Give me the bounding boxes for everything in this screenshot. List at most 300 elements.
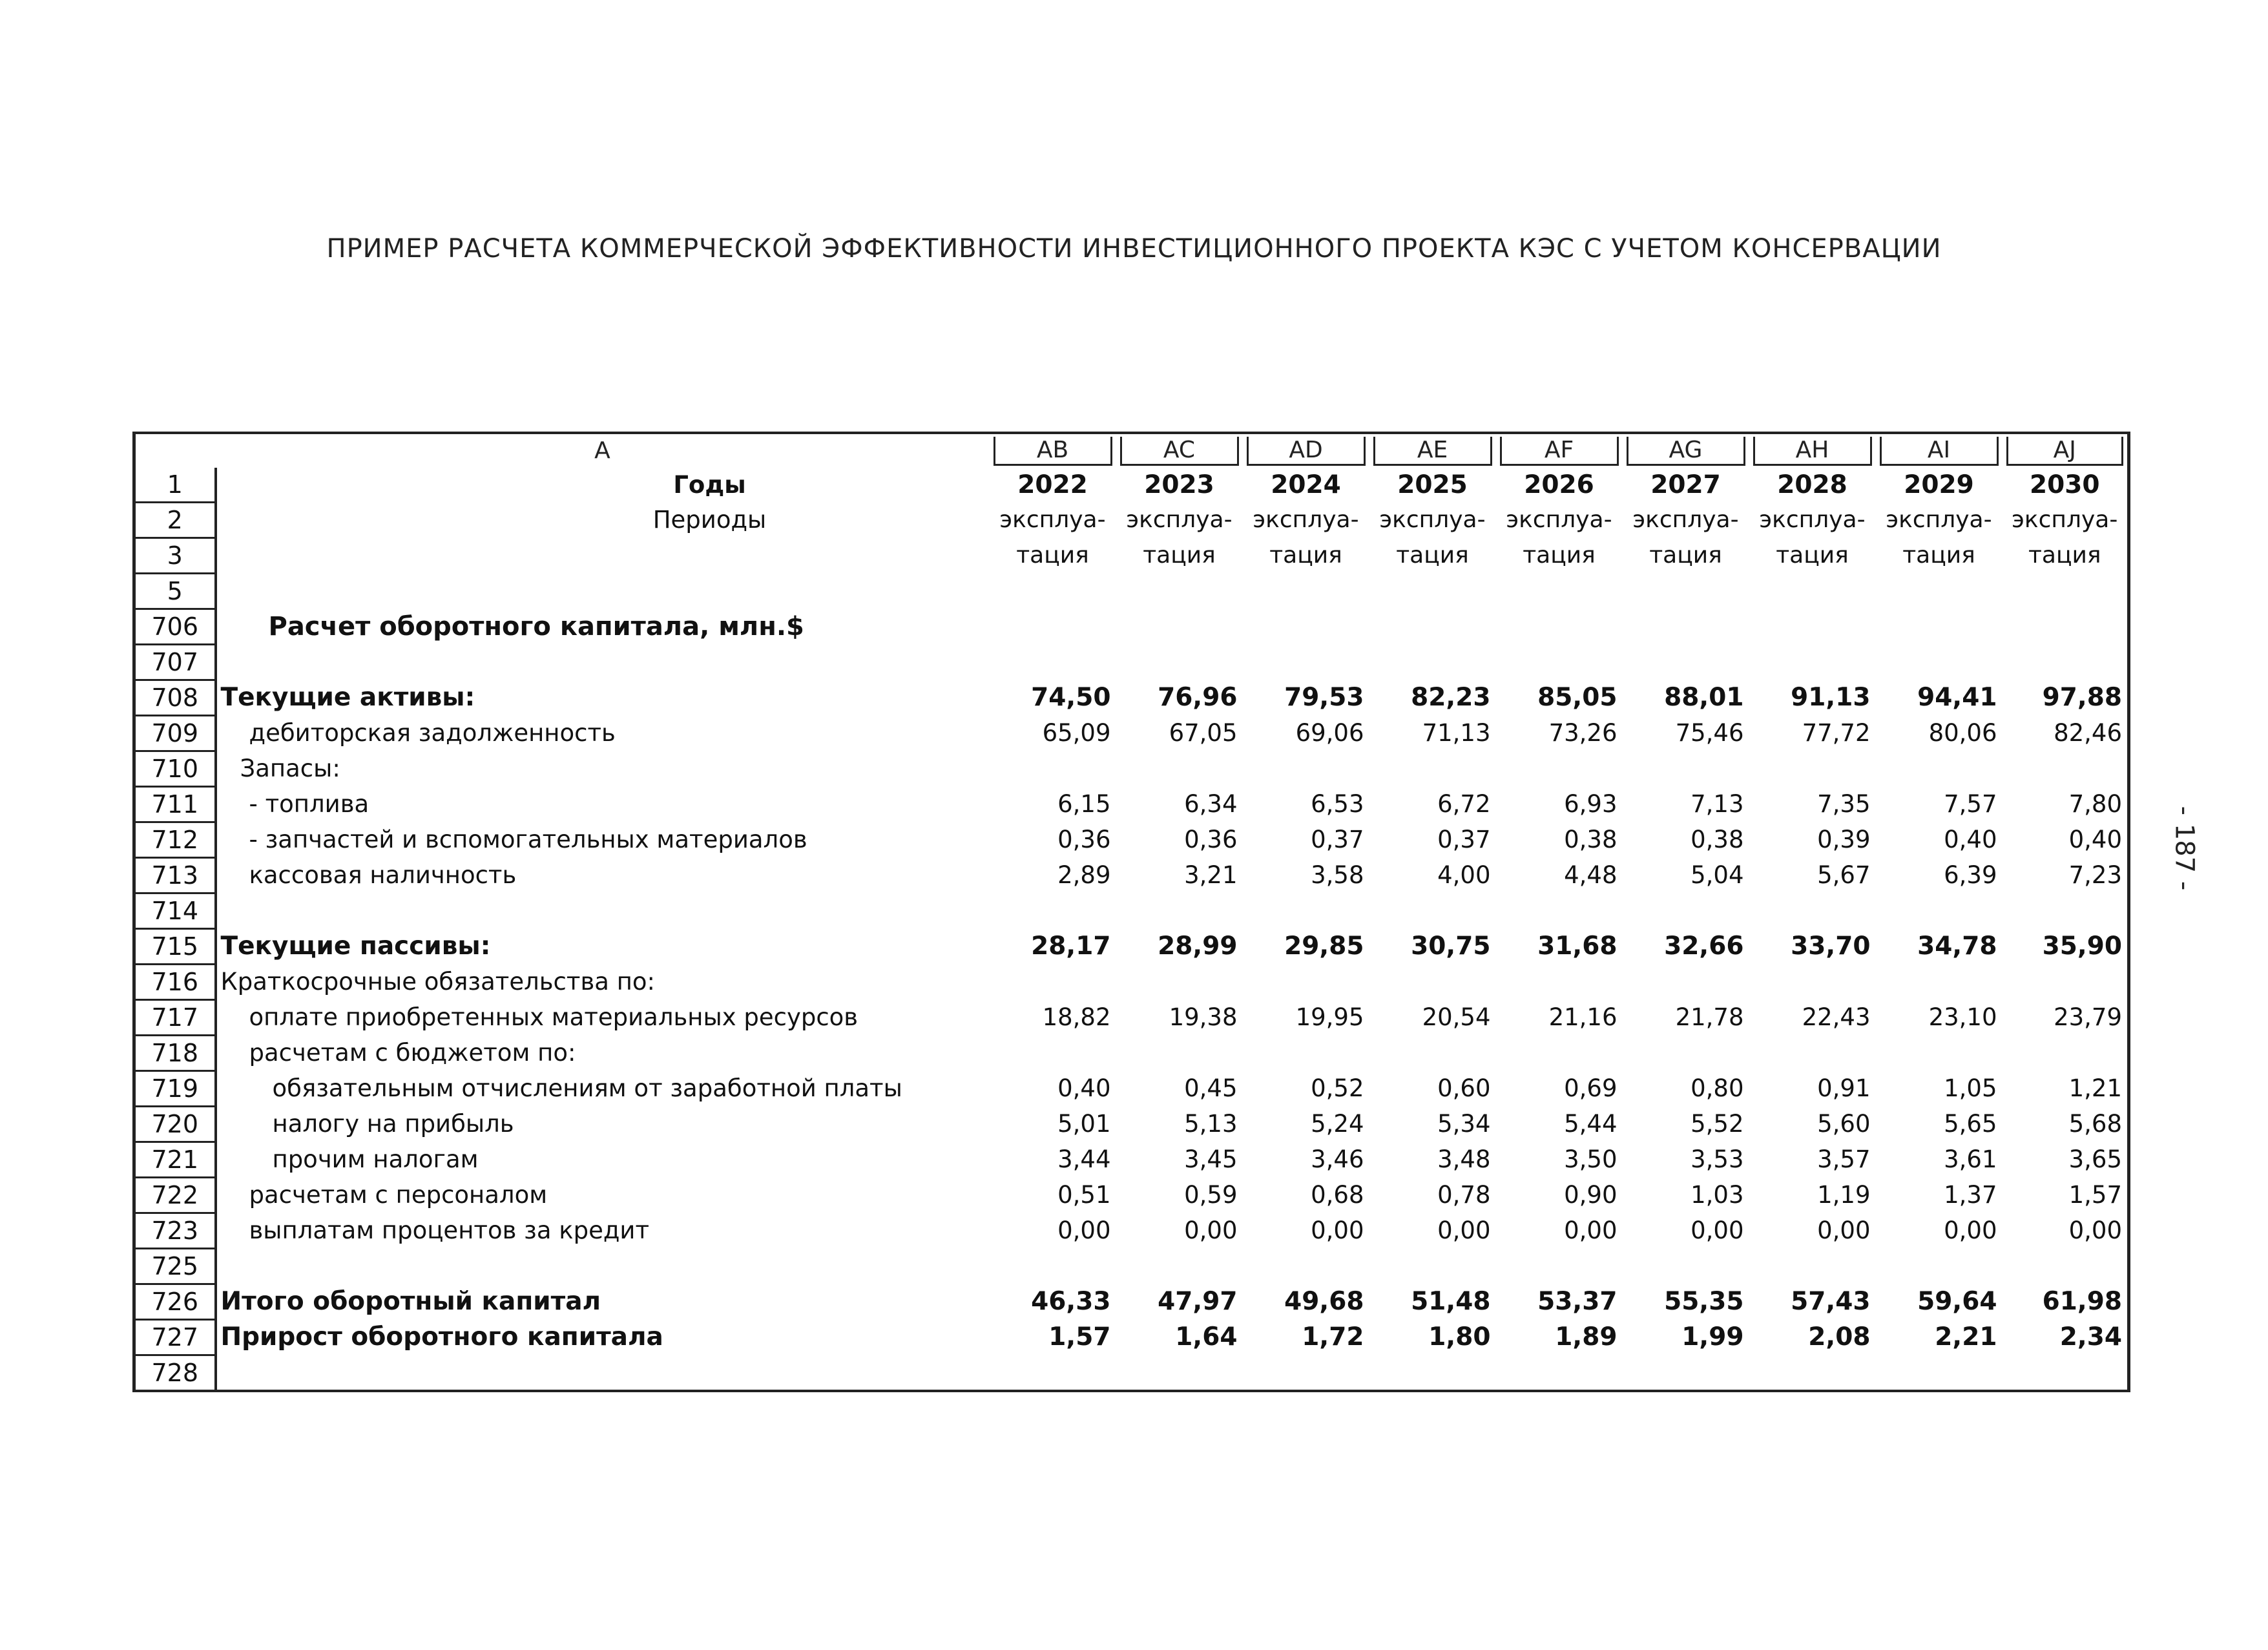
value-cell: 0,00 [1057,1217,1111,1244]
data-cell [1496,893,1623,929]
value-cell: 0,40 [1057,1074,1111,1102]
table-row [134,822,2129,858]
value-cell: 34,78 [1917,932,1997,961]
year-cell: 2023 [1144,470,1214,499]
value-cell: 1,21 [2068,1074,2122,1102]
period-cell: тация [1016,542,1089,569]
value-cell: 1,57 [1048,1322,1111,1352]
value-cell: 0,00 [1184,1217,1238,1244]
value-cell: 3,21 [1184,861,1238,889]
value-cell: 6,34 [1184,790,1238,818]
period-cell: тация [1649,542,1722,569]
value-cell: 69,06 [1295,719,1364,747]
value-cell: 5,68 [2068,1110,2122,1138]
table-body [134,433,2129,1391]
column-letter-cell [1623,433,1749,468]
row-label: прочим налогам [272,1145,479,1173]
value-cell: 20,54 [1422,1003,1491,1031]
value-cell: 1,89 [1555,1322,1618,1352]
value-cell: 0,91 [1817,1074,1871,1102]
spreadsheet-table [132,432,2130,1392]
value-cell: 1,05 [1944,1074,1997,1102]
year-cell: 2027 [1650,470,1721,499]
value-cell: 0,59 [1184,1181,1238,1209]
year-cell: 2028 [1777,470,1847,499]
data-cell [1243,1036,1369,1071]
row-number: 721 [134,1142,216,1178]
table-row [134,468,2129,503]
row-label: - топлива [249,790,369,818]
table-row [134,1355,2129,1392]
value-cell: 7,57 [1944,790,1997,818]
table-row [134,1071,2129,1107]
value-cell: 51,48 [1411,1287,1491,1316]
data-cell [1116,751,1243,787]
row-number: 716 [134,965,216,1000]
table-row [134,929,2129,965]
row-label: расчетам с бюджетом по: [249,1039,576,1067]
value-cell: 91,13 [1791,683,1871,712]
table-row [134,609,2129,645]
value-cell: 73,26 [1548,719,1618,747]
data-cell [990,609,1116,645]
value-cell: 97,88 [2042,683,2122,712]
row-number: 711 [134,787,216,822]
row-number: 1 [134,468,216,503]
data-cell [1369,1355,1496,1392]
data-cell [1116,893,1243,929]
value-cell: 2,34 [2059,1322,2122,1352]
row-number: 723 [134,1213,216,1249]
row-label: Периоды [652,506,767,534]
row-label: Краткосрочные обязательства по: [220,968,655,996]
row-label: Текущие активы: [220,683,475,712]
row-number: 707 [134,645,216,680]
period-cell: эксплуа- [1253,506,1359,533]
value-cell: 0,00 [1944,1217,1997,1244]
data-cell [1116,1036,1243,1071]
data-cell [2003,645,2129,680]
data-cell [1623,1355,1749,1392]
data-cell [1623,574,1749,609]
column-letter: AJ [2006,437,2124,466]
value-cell: 6,93 [1564,790,1618,818]
data-cell [990,893,1116,929]
value-cell: 55,35 [1664,1287,1744,1316]
value-cell: 30,75 [1411,932,1491,961]
period-cell: тация [2028,542,2101,569]
value-cell: 22,43 [1802,1003,1871,1031]
data-cell [1876,1355,2003,1392]
value-cell: 1,80 [1428,1322,1491,1352]
corner-cell [134,433,216,468]
row-number: 709 [134,716,216,751]
table-row [134,1213,2129,1249]
column-letter-cell [990,433,1116,468]
data-cell [1369,1036,1496,1071]
period-cell: эксплуа- [1632,506,1739,533]
data-cell [1116,1249,1243,1284]
column-letter-a: A [216,433,990,468]
data-cell [1243,645,1369,680]
column-letter: AF [1500,437,1619,466]
period-cell: тация [1776,542,1849,569]
value-cell: 65,09 [1042,719,1111,747]
value-cell: 2,89 [1057,861,1111,889]
value-cell: 0,37 [1437,826,1491,853]
value-cell: 1,19 [1817,1181,1871,1209]
period-cell: эксплуа- [999,506,1106,533]
data-cell [1369,1249,1496,1284]
row-label: - запчастей и вспомогательных материалов [249,826,807,853]
value-cell: 23,10 [1928,1003,1997,1031]
value-cell: 33,70 [1791,932,1871,961]
year-cell: 2024 [1271,470,1341,499]
row-number: 726 [134,1284,216,1320]
year-cell: 2022 [1017,470,1088,499]
row-number: 728 [134,1355,216,1392]
row-number: 727 [134,1320,216,1355]
row-label: Годы [673,470,746,499]
value-cell: 28,17 [1031,932,1111,961]
value-cell: 3,57 [1817,1145,1871,1173]
period-cell: эксплуа- [1886,506,1992,533]
value-cell: 0,38 [1691,826,1744,853]
value-cell: 0,00 [1437,1217,1491,1244]
value-cell: 80,06 [1928,719,1997,747]
data-cell [1243,893,1369,929]
value-cell: 3,50 [1564,1145,1618,1173]
data-cell [1369,893,1496,929]
row-label: Текущие пассивы: [220,932,491,961]
value-cell: 1,99 [1681,1322,1744,1352]
table-row [134,503,2129,538]
data-cell [1243,609,1369,645]
table-row [134,787,2129,822]
value-cell: 67,05 [1169,719,1238,747]
column-letter: AD [1247,437,1366,466]
value-cell: 19,38 [1169,1003,1238,1031]
value-cell: 18,82 [1042,1003,1111,1031]
row-label [216,893,990,929]
column-letter-cell [1876,433,2003,468]
value-cell: 31,68 [1537,932,1618,961]
period-cell: тация [1902,542,1975,569]
value-cell: 0,40 [1944,826,1997,853]
value-cell: 79,53 [1284,683,1364,712]
data-cell [1749,1036,1876,1071]
year-cell: 2026 [1524,470,1594,499]
table-row [134,1320,2129,1355]
data-cell [2003,1249,2129,1284]
data-cell [1749,574,1876,609]
value-cell: 0,78 [1437,1181,1491,1209]
data-cell [1749,609,1876,645]
column-letter: AH [1753,437,1872,466]
value-cell: 0,00 [1691,1217,1744,1244]
row-number: 706 [134,609,216,645]
period-cell: эксплуа- [1379,506,1486,533]
data-cell [1116,965,1243,1000]
table-row [134,680,2129,716]
value-cell: 0,00 [2068,1217,2122,1244]
period-cell: тация [1396,542,1469,569]
value-cell: 75,46 [1675,719,1744,747]
table-row [134,1284,2129,1320]
value-cell: 6,15 [1057,790,1111,818]
value-cell: 77,72 [1802,719,1871,747]
value-cell: 5,44 [1564,1110,1618,1138]
data-cell [1623,751,1749,787]
value-cell: 59,64 [1917,1287,1997,1316]
value-cell: 2,21 [1935,1322,1997,1352]
value-cell: 6,39 [1944,861,1997,889]
value-cell: 0,52 [1311,1074,1364,1102]
row-number: 714 [134,893,216,929]
row-number: 708 [134,680,216,716]
data-cell [1749,1355,1876,1392]
value-cell: 3,53 [1691,1145,1744,1173]
data-cell [1369,965,1496,1000]
data-cell [1496,1355,1623,1392]
row-label: выплатам процентов за кредит [249,1217,650,1244]
data-cell [1749,965,1876,1000]
year-cell: 2029 [1904,470,1974,499]
data-cell [2003,1036,2129,1071]
value-cell: 85,05 [1537,683,1618,712]
value-cell: 5,01 [1057,1110,1111,1138]
data-cell [1116,574,1243,609]
data-cell [1876,609,2003,645]
table-row [134,965,2129,1000]
row-label: дебиторская задолженность [249,719,616,747]
value-cell: 0,38 [1564,826,1618,853]
value-cell: 4,00 [1437,861,1491,889]
value-cell: 0,36 [1184,826,1238,853]
data-cell [1369,751,1496,787]
data-cell [1749,645,1876,680]
value-cell: 7,80 [2068,790,2122,818]
row-number: 722 [134,1178,216,1213]
data-cell [1623,1036,1749,1071]
data-cell [1496,1249,1623,1284]
value-cell: 88,01 [1664,683,1744,712]
value-cell: 6,72 [1437,790,1491,818]
table-row [134,893,2129,929]
row-number: 5 [134,574,216,609]
data-cell [1243,574,1369,609]
data-cell [2003,1355,2129,1392]
value-cell: 6,53 [1311,790,1364,818]
data-cell [1243,751,1369,787]
row-number: 719 [134,1071,216,1107]
row-number: 715 [134,929,216,965]
column-letter-cell [1116,433,1243,468]
table-row [134,1107,2129,1142]
row-number: 3 [134,538,216,574]
data-cell [990,1355,1116,1392]
value-cell: 1,57 [2068,1181,2122,1209]
value-cell: 4,48 [1564,861,1618,889]
value-cell: 0,51 [1057,1181,1111,1209]
data-cell [1243,1355,1369,1392]
data-cell [1496,965,1623,1000]
data-cell [990,965,1116,1000]
value-cell: 0,68 [1311,1181,1364,1209]
value-cell: 29,85 [1284,932,1364,961]
data-cell [1876,645,2003,680]
row-label [216,574,990,609]
period-cell: тация [1143,542,1216,569]
value-cell: 1,72 [1302,1322,1364,1352]
row-number: 2 [134,503,216,538]
row-label [216,538,990,574]
value-cell: 21,16 [1548,1003,1618,1031]
value-cell: 5,24 [1311,1110,1364,1138]
row-number: 720 [134,1107,216,1142]
value-cell: 32,66 [1664,932,1744,961]
value-cell: 1,64 [1175,1322,1238,1352]
column-letter-cell [1243,433,1369,468]
value-cell: 7,13 [1691,790,1744,818]
row-label: Прирост оборотного капитала [220,1322,663,1352]
data-cell [1749,893,1876,929]
table-row [134,1036,2129,1071]
table-row [134,751,2129,787]
column-letter-row [134,433,2129,468]
value-cell: 23,79 [2054,1003,2122,1031]
value-cell: 0,00 [1311,1217,1364,1244]
value-cell: 82,46 [2054,719,2122,747]
period-cell: тация [1269,542,1342,569]
data-cell [1876,1249,2003,1284]
data-cell [1496,751,1623,787]
column-letter: AC [1120,437,1239,466]
data-cell [1496,1036,1623,1071]
row-number: 713 [134,858,216,893]
table-row [134,1178,2129,1213]
data-cell [1369,574,1496,609]
value-cell: 2,08 [1808,1322,1871,1352]
data-cell [1623,609,1749,645]
period-cell: эксплуа- [1506,506,1612,533]
value-cell: 0,40 [2068,826,2122,853]
value-cell: 5,04 [1691,861,1744,889]
table-row [134,1142,2129,1178]
period-cell: тация [1523,542,1596,569]
page-number: - 187 - [2169,806,2200,891]
row-number: 718 [134,1036,216,1071]
data-cell [1876,1036,2003,1071]
value-cell: 0,69 [1564,1074,1618,1102]
data-cell [1243,1249,1369,1284]
data-cell [2003,751,2129,787]
value-cell: 1,03 [1691,1181,1744,1209]
data-cell [1749,1249,1876,1284]
data-cell [2003,893,2129,929]
value-cell: 7,23 [2068,861,2122,889]
value-cell: 57,43 [1791,1287,1871,1316]
row-label: кассовая наличность [249,861,517,889]
data-cell [1749,751,1876,787]
column-letter-cell [2003,433,2129,468]
value-cell: 5,65 [1944,1110,1997,1138]
row-label: Запасы: [240,755,340,782]
value-cell: 0,90 [1564,1181,1618,1209]
period-cell: эксплуа- [1759,506,1866,533]
data-cell [1496,574,1623,609]
row-number: 712 [134,822,216,858]
value-cell: 3,58 [1311,861,1364,889]
value-cell: 0,00 [1564,1217,1618,1244]
value-cell: 0,00 [1817,1217,1871,1244]
value-cell: 5,60 [1817,1110,1871,1138]
row-label [216,645,990,680]
row-number: 725 [134,1249,216,1284]
value-cell: 3,65 [2068,1145,2122,1173]
value-cell: 46,33 [1031,1287,1111,1316]
data-cell [990,751,1116,787]
row-number: 710 [134,751,216,787]
value-cell: 0,37 [1311,826,1364,853]
column-letter: AG [1627,437,1745,466]
column-letter: AI [1880,437,1999,466]
data-cell [990,574,1116,609]
value-cell: 53,37 [1537,1287,1618,1316]
row-label: Итого оборотный капитал [220,1287,601,1316]
data-cell [2003,965,2129,1000]
column-letter-cell [1496,433,1623,468]
row-label [216,1249,990,1284]
value-cell: 28,99 [1158,932,1238,961]
data-cell [1116,1355,1243,1392]
data-cell [1369,645,1496,680]
column-letter-cell [1749,433,1876,468]
value-cell: 0,80 [1691,1074,1744,1102]
year-cell: 2025 [1397,470,1468,499]
value-cell: 71,13 [1422,719,1491,747]
data-cell [1116,609,1243,645]
data-cell [1623,965,1749,1000]
row-number: 717 [134,1000,216,1036]
value-cell: 5,52 [1691,1110,1744,1138]
value-cell: 19,95 [1295,1003,1364,1031]
period-cell: эксплуа- [1126,506,1233,533]
data-cell [990,1249,1116,1284]
row-label: налогу на прибыль [272,1110,514,1138]
value-cell: 5,13 [1184,1110,1238,1138]
value-cell: 3,48 [1437,1145,1491,1173]
period-cell: эксплуа- [2012,506,2118,533]
data-cell [1623,645,1749,680]
data-cell [990,1036,1116,1071]
data-cell [1116,645,1243,680]
data-cell [1496,609,1623,645]
table-row [134,716,2129,751]
data-cell [2003,609,2129,645]
value-cell: 3,44 [1057,1145,1111,1173]
data-cell [1876,751,2003,787]
column-letter-cell [1369,433,1496,468]
data-cell [1623,893,1749,929]
data-cell [1496,645,1623,680]
value-cell: 0,39 [1817,826,1871,853]
value-cell: 94,41 [1917,683,1997,712]
table-row [134,1249,2129,1284]
value-cell: 3,45 [1184,1145,1238,1173]
table-row [134,645,2129,680]
value-cell: 5,34 [1437,1110,1491,1138]
